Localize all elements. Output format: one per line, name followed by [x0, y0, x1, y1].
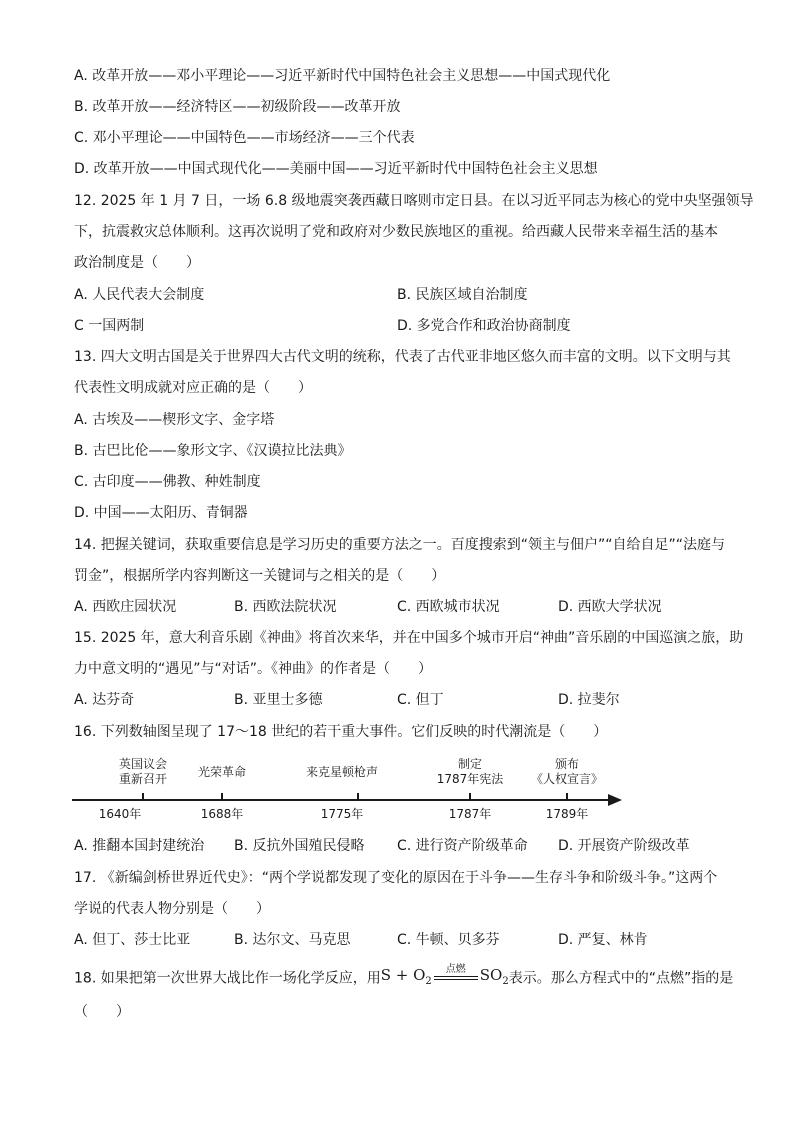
q14-stem-line-1: 14. 把握关键词，获取重要信息是学习历史的重要方法之一。百度搜索到“领主与佃户”“自给自足”“法庭与 [74, 537, 725, 553]
q17-stem-line-2: 学说的代表人物分别是（ ） [74, 901, 270, 917]
q17-option-a[interactable]: A. 但丁、莎士比亚 [74, 932, 191, 948]
timeline-arrowhead [608, 794, 622, 806]
q16-stem: 16. 下列数轴图呈现了 17～18 世纪的若干重大事件。它们反映的时代潮流是（ ） [74, 724, 608, 740]
q11-option-a[interactable]: A. 改革开放——邓小平理论——习近平新时代中国特色社会主义思想——中国式现代化 [74, 68, 611, 84]
q17-option-c[interactable]: C. 牛顿、贝多芬 [397, 932, 500, 948]
timeline-event-1640 [119, 757, 167, 787]
q13-option-c[interactable]: C. 古印度——佛教、种姓制度 [74, 474, 261, 490]
timeline-year-1640: 1640年 [98, 807, 142, 821]
equation-condition: 点燃 [445, 964, 466, 975]
timeline-event-line: 制定 [457, 757, 483, 771]
q17-stem-line-1: 17. 《新编剑桥世界近代史》：“两个学说都发现了变化的原因在于斗争——生存斗争和阶级斗争。”这两个 [74, 870, 718, 886]
equation-left: S + O [380, 966, 426, 984]
timeline-event-line: 来克星顿枪声 [305, 765, 379, 779]
q12-option-b[interactable]: B. 民族区域自治制度 [397, 287, 528, 303]
q11-option-c[interactable]: C. 邓小平理论——中国特色——市场经济——三个代表 [74, 130, 415, 146]
q12-stem-line-2: 下，抗震救灾总体顺利。这再次说明了党和政府对少数民族地区的重视。给西藏人民带来幸福生活的基本 [74, 224, 718, 240]
equation-left-subscript: 2 [425, 976, 432, 987]
equation-arrow [434, 964, 478, 983]
q14-option-b[interactable]: B. 西欧法院状况 [234, 599, 337, 615]
q15-stem-line-2: 力中意文明的“遇见”与“对话”。《神曲》的作者是（ ） [74, 661, 433, 677]
q16-option-a[interactable]: A. 推翻本国封建统治 [74, 838, 205, 854]
q15-option-d[interactable]: D. 拉斐尔 [558, 692, 620, 708]
q11-option-d[interactable]: D. 改革开放——中国式现代化——美丽中国——习近平新时代中国特色社会主义思想 [74, 161, 598, 177]
q13-stem-line-2: 代表性文明成就对应正确的是（ ） [74, 380, 312, 396]
timeline-year-1787: 1787年 [448, 807, 492, 821]
q18-stem-line-2: （ ） [74, 1004, 130, 1020]
q13-option-a[interactable]: A. 古埃及——楔形文字、金字塔 [74, 412, 275, 428]
q15-option-c[interactable]: C. 但丁 [397, 692, 444, 708]
chemical-equation [381, 965, 509, 992]
q15-stem-line-1: 15. 2025 年，意大利音乐剧《神曲》将首次来华，并在中国多个城市开启“神曲”音乐剧的中国巡演之旅，助 [74, 630, 744, 646]
timeline-event-line: 颁布 [554, 757, 580, 771]
q16-option-c[interactable]: C. 进行资产阶级革命 [397, 838, 528, 854]
q18-suffix: 表示。那么方程式中的“点燃”指的是 [508, 970, 734, 987]
timeline-event-line: 英国议会 [118, 757, 168, 771]
timeline-event-line: 重新召开 [118, 772, 168, 786]
q16-option-d[interactable]: D. 开展资产阶级改革 [558, 838, 690, 854]
q14-stem-line-2: 罚金”，根据所学内容判断这一关键词与之相关的是（ ） [74, 568, 446, 584]
q18-prefix: 18. 如果把第一次世界大战比作一场化学反应，用 [74, 970, 381, 987]
timeline-year-1775: 1775年 [320, 807, 364, 821]
timeline-event-1789 [531, 757, 603, 787]
timeline-diagram [70, 755, 630, 825]
q16-option-b[interactable]: B. 反抗外国殖民侵略 [234, 838, 365, 854]
q15-option-b[interactable]: B. 亚里士多德 [234, 692, 323, 708]
q12-option-a[interactable]: A. 人民代表大会制度 [74, 287, 205, 303]
timeline-event-line: 光荣革命 [197, 765, 247, 779]
q12-option-d[interactable]: D. 多党合作和政治协商制度 [397, 318, 571, 334]
q17-option-d[interactable]: D. 严复、林肯 [558, 932, 648, 948]
timeline-event-1787 [437, 757, 504, 787]
equation-double-line [434, 976, 478, 980]
q12-stem-line-1: 12. 2025 年 1 月 7 日，一场 6.8 级地震突袭西藏日喀则市定日县。在以习近平同志为核心的党中央坚强领导 [74, 193, 754, 209]
q11-option-b[interactable]: B. 改革开放——经济特区——初级阶段——改革开放 [74, 99, 401, 115]
q13-stem-line-1: 13. 四大文明古国是关于世界四大古代文明的统称，代表了古代亚非地区悠久而丰富的文明。以下文明与其 [74, 349, 731, 365]
q13-option-d[interactable]: D. 中国——太阳历、青铜器 [74, 505, 248, 521]
q12-option-c[interactable]: C 一国两制 [74, 318, 145, 334]
timeline-year-1688: 1688年 [200, 807, 244, 821]
timeline-year-1789: 1789年 [545, 807, 589, 821]
q17-option-b[interactable]: B. 达尔文、马克思 [234, 932, 351, 948]
q18-stem-line-1 [74, 965, 733, 992]
q12-stem-line-3: 政治制度是（ ） [74, 255, 200, 271]
q13-option-b[interactable]: B. 古巴比伦——象形文字、《汉谟拉比法典》 [74, 443, 352, 459]
q15-option-a[interactable]: A. 达芬奇 [74, 692, 135, 708]
q14-option-c[interactable]: C. 西欧城市状况 [397, 599, 500, 615]
timeline-event-line: 1787年宪法 [436, 772, 504, 786]
timeline-event-1688 [198, 765, 246, 780]
timeline-event-line: 《人权宣言》 [530, 772, 604, 786]
q14-option-d[interactable]: D. 西欧大学状况 [558, 599, 662, 615]
equation-right: SO [479, 966, 503, 984]
q14-option-a[interactable]: A. 西欧庄园状况 [74, 599, 177, 615]
equation-right-subscript: 2 [502, 976, 509, 987]
timeline-event-1775 [306, 765, 378, 780]
